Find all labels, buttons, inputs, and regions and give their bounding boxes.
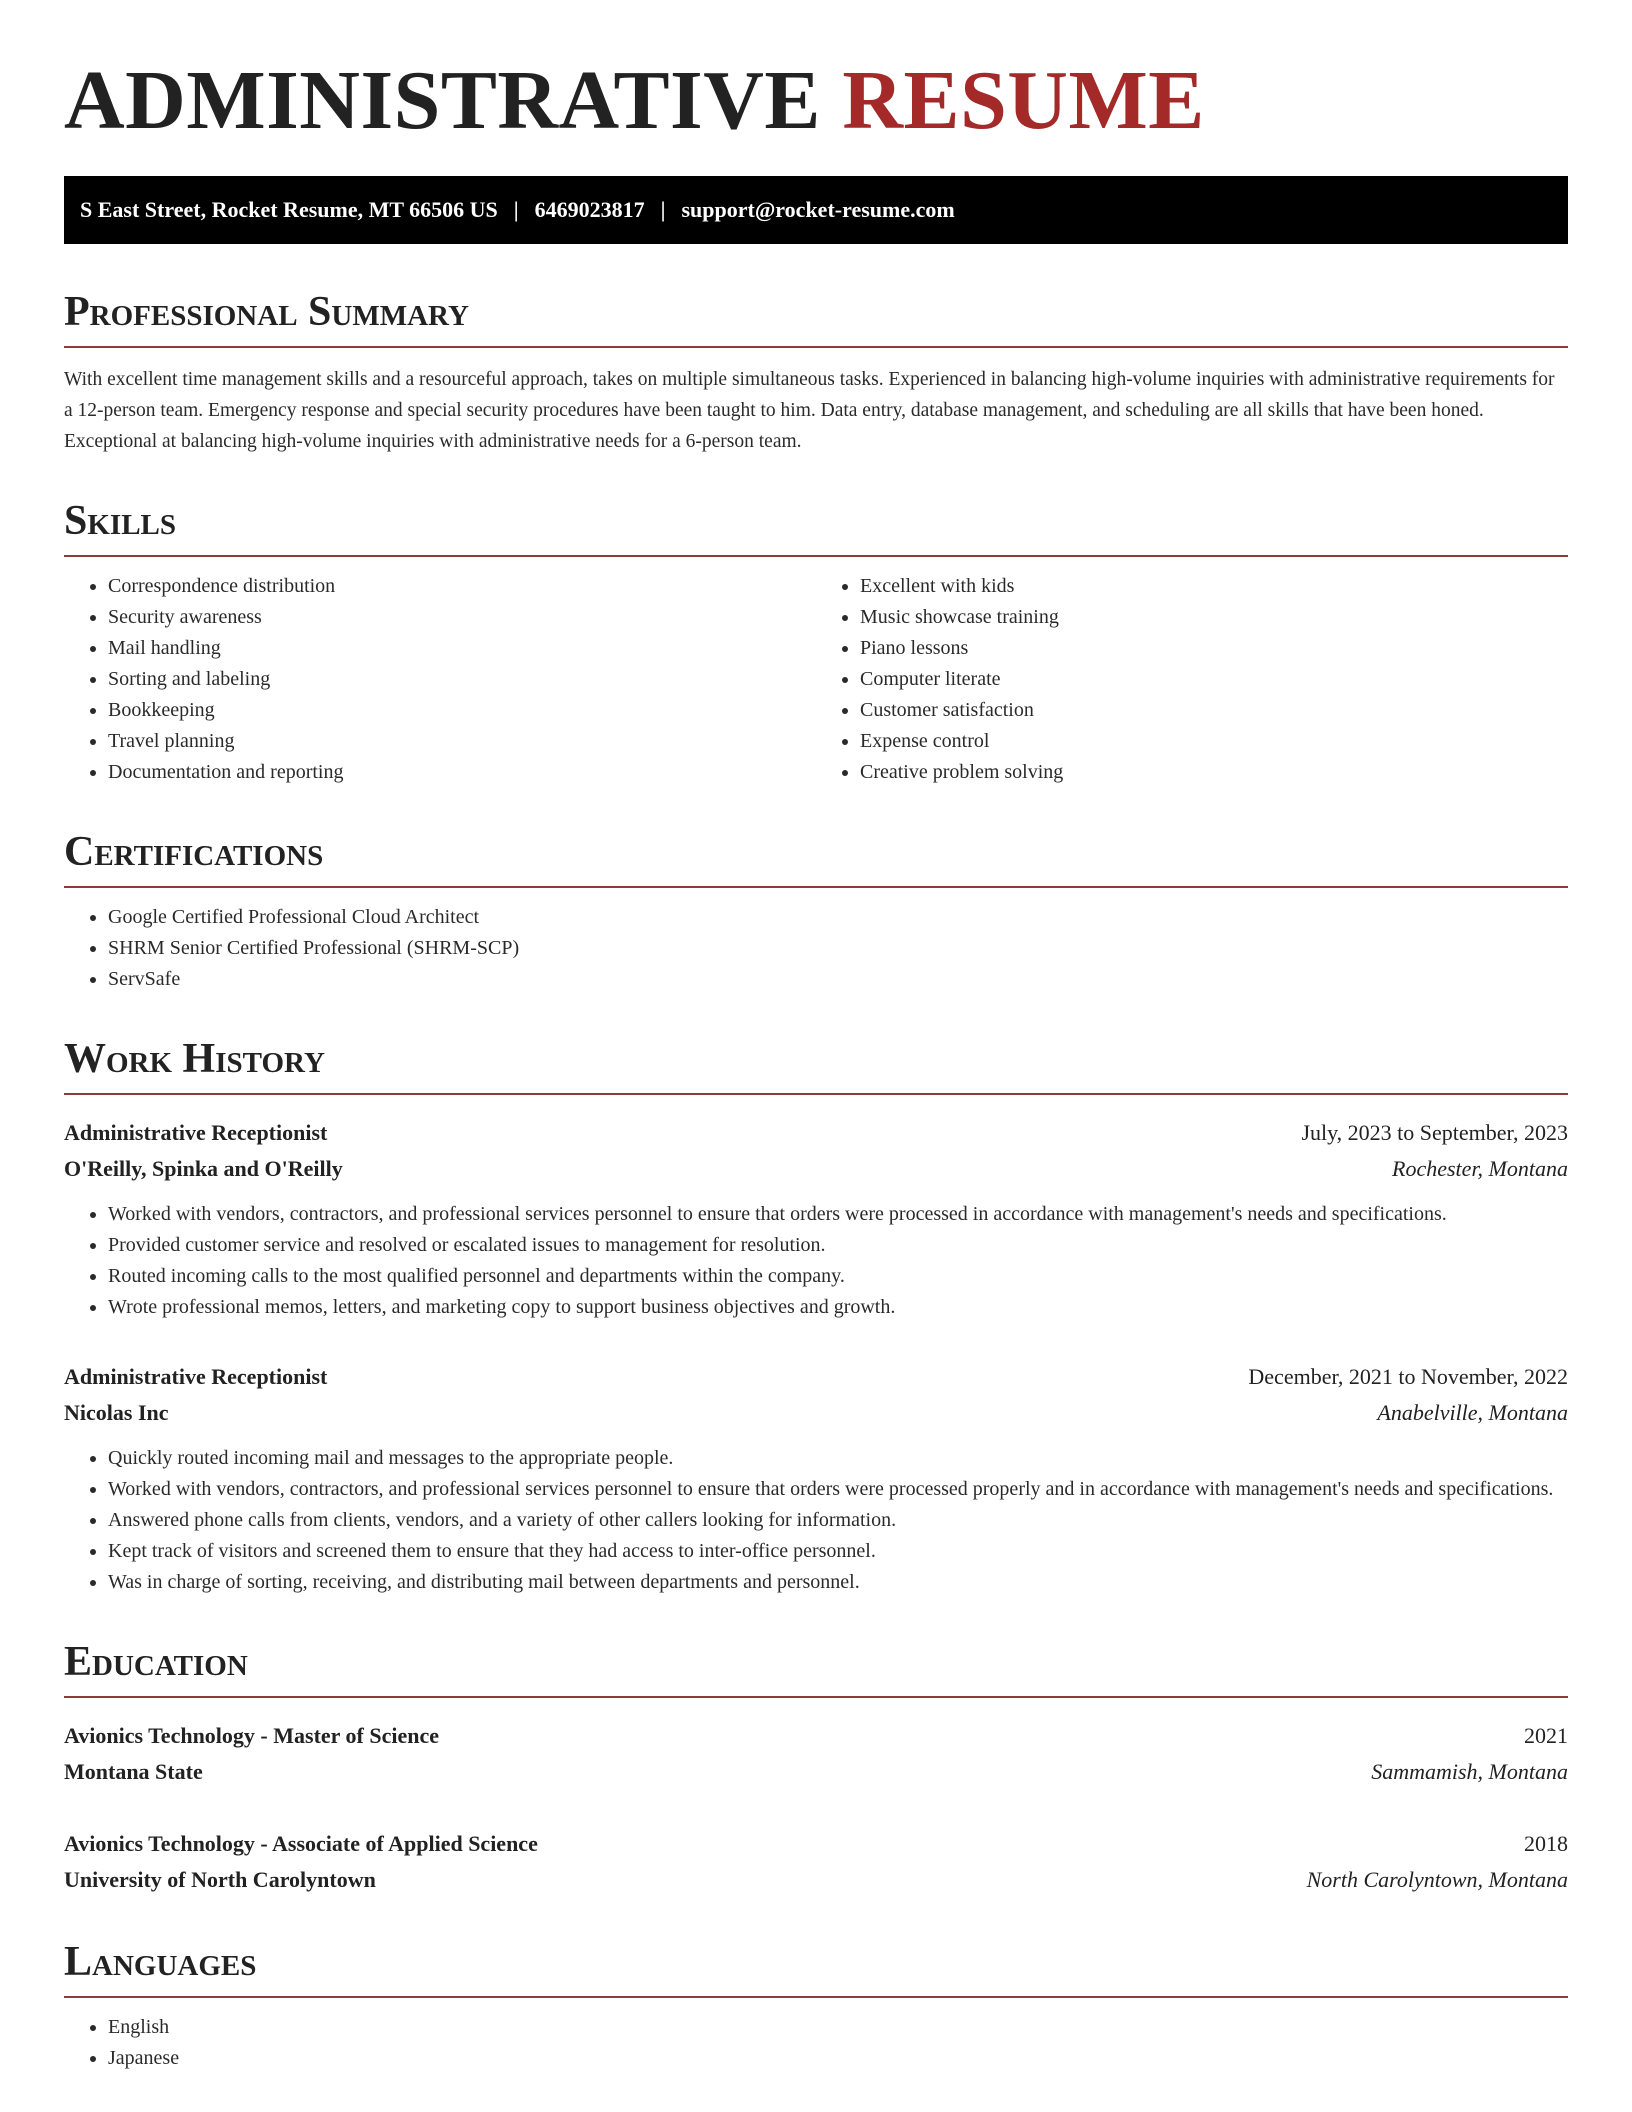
job-duty: • Worked with vendors, contractors, and professional services personnel to ensure that orders were processed in accordance with management's needs and specifications. bbox=[108, 1199, 1568, 1230]
skill-item: • Expense control bbox=[860, 726, 1568, 757]
job-location: Rochester, Montana bbox=[1392, 1156, 1568, 1181]
language-item: • English bbox=[108, 2012, 1568, 2043]
language-item: • Japanese bbox=[108, 2043, 1568, 2074]
skill-item: • Correspondence distribution bbox=[108, 571, 816, 602]
resume-title bbox=[64, 0, 1568, 150]
education-heading: Education bbox=[64, 1638, 1568, 1698]
job-duties-list bbox=[64, 1199, 1568, 1323]
skill-item: • Mail handling bbox=[108, 633, 816, 664]
job-duty: • Worked with vendors, contractors, and professional services personnel to ensure that orders were processed properly and in accordance with management's needs and specifications. bbox=[108, 1474, 1568, 1505]
skill-item: • Bookkeeping bbox=[108, 695, 816, 726]
job-duty: • Quickly routed incoming mail and messages to the appropriate people. bbox=[108, 1443, 1568, 1474]
job-company-row bbox=[64, 1395, 1568, 1431]
education-school: Montana State bbox=[64, 1759, 203, 1784]
education-degree: Avionics Technology - Master of Science bbox=[64, 1723, 439, 1748]
contact-phone[interactable]: 6469023817 bbox=[534, 197, 645, 222]
skill-item: • Documentation and reporting bbox=[108, 757, 816, 788]
job-duty: • Routed incoming calls to the most qualified personnel and departments within the company. bbox=[108, 1261, 1568, 1292]
title-accent: RESUME bbox=[842, 54, 1205, 147]
summary-text: With excellent time management skills and a resourceful approach, takes on multiple simultaneous tasks. Experienced in balancing high-volume inquiries with administrative requirements for a 12-person team. Emergency response and special security procedures have been taught to him. Data entry, database management, and scheduling are all skills that have been honed. Exceptional at balancing high-volume inquiries with administrative needs for a 6-person team. bbox=[64, 369, 1555, 452]
job-dates: July, 2023 to September, 2023 bbox=[1301, 1120, 1568, 1145]
skills-list-left bbox=[64, 571, 816, 788]
job-duty: • Provided customer service and resolved or escalated issues to management for resolution. bbox=[108, 1230, 1568, 1261]
education-degree-row bbox=[64, 1826, 1568, 1862]
title-main: ADMINISTRATIVE bbox=[64, 54, 821, 147]
job-dates: December, 2021 to November, 2022 bbox=[1248, 1364, 1568, 1389]
skill-item: • Creative problem solving bbox=[860, 757, 1568, 788]
contact-bar bbox=[64, 176, 1568, 244]
skills-grid bbox=[64, 557, 1568, 788]
work-history-section bbox=[64, 1035, 1568, 1598]
job-company-row bbox=[64, 1151, 1568, 1187]
skill-item: • Piano lessons bbox=[860, 633, 1568, 664]
languages-list bbox=[64, 2012, 1568, 2074]
education-school-row bbox=[64, 1754, 1568, 1790]
job-entry bbox=[64, 1359, 1568, 1598]
education-degree-row bbox=[64, 1718, 1568, 1754]
skills-section bbox=[64, 497, 1568, 788]
contact-email[interactable]: support@rocket-resume.com bbox=[681, 197, 955, 222]
education-degree: Avionics Technology - Associate of Applied Science bbox=[64, 1831, 538, 1856]
job-company: Nicolas Inc bbox=[64, 1400, 169, 1425]
job-header-row bbox=[64, 1115, 1568, 1151]
skills-heading: Skills bbox=[64, 497, 1568, 557]
education-school: University of North Carolyntown bbox=[64, 1867, 376, 1892]
education-location: Sammamish, Montana bbox=[1371, 1759, 1568, 1784]
education-section bbox=[64, 1638, 1568, 1898]
education-entry bbox=[64, 1826, 1568, 1898]
work-history-heading: Work History bbox=[64, 1035, 1568, 1095]
job-duty: • Kept track of visitors and screened them to ensure that they had access to inter-office personnel. bbox=[108, 1536, 1568, 1567]
job-duty: • Was in charge of sorting, receiving, and distributing mail between departments and personnel. bbox=[108, 1567, 1568, 1598]
languages-heading: Languages bbox=[64, 1938, 1568, 1998]
education-location: North Carolyntown, Montana bbox=[1306, 1867, 1568, 1892]
contact-separator: | bbox=[660, 197, 666, 222]
skill-item: • Travel planning bbox=[108, 726, 816, 757]
skill-item: • Excellent with kids bbox=[860, 571, 1568, 602]
education-entry bbox=[64, 1718, 1568, 1790]
contact-address: S East Street, Rocket Resume, MT 66506 US bbox=[80, 197, 498, 222]
skills-list-right bbox=[816, 571, 1568, 788]
languages-section bbox=[64, 1938, 1568, 2074]
job-duty: • Answered phone calls from clients, vendors, and a variety of other callers looking for information. bbox=[108, 1505, 1568, 1536]
job-duties-list bbox=[64, 1443, 1568, 1598]
job-location: Anabelville, Montana bbox=[1377, 1400, 1568, 1425]
contact-separator: | bbox=[513, 197, 519, 222]
job-duty: • Wrote professional memos, letters, and marketing copy to support business objectives and growth. bbox=[108, 1292, 1568, 1323]
certifications-section bbox=[64, 828, 1568, 995]
certification-item: • Google Certified Professional Cloud Architect bbox=[108, 902, 1568, 933]
skill-item: • Sorting and labeling bbox=[108, 664, 816, 695]
job-entry bbox=[64, 1115, 1568, 1323]
summary-section bbox=[64, 288, 1568, 457]
certification-item: • SHRM Senior Certified Professional (SHRM-SCP) bbox=[108, 933, 1568, 964]
certifications-list bbox=[64, 902, 1568, 995]
certification-item: • ServSafe bbox=[108, 964, 1568, 995]
summary-heading: Professional Summary bbox=[64, 288, 1568, 348]
skill-item: • Music showcase training bbox=[860, 602, 1568, 633]
job-company: O'Reilly, Spinka and O'Reilly bbox=[64, 1156, 343, 1181]
job-header-row bbox=[64, 1359, 1568, 1395]
education-year: 2021 bbox=[1524, 1723, 1568, 1748]
skill-item: • Security awareness bbox=[108, 602, 816, 633]
certifications-heading: Certifications bbox=[64, 828, 1568, 888]
education-school-row bbox=[64, 1862, 1568, 1898]
job-title: Administrative Receptionist bbox=[64, 1120, 328, 1145]
skill-item: • Customer satisfaction bbox=[860, 695, 1568, 726]
education-year: 2018 bbox=[1524, 1831, 1568, 1856]
skill-item: • Computer literate bbox=[860, 664, 1568, 695]
job-title: Administrative Receptionist bbox=[64, 1364, 328, 1389]
